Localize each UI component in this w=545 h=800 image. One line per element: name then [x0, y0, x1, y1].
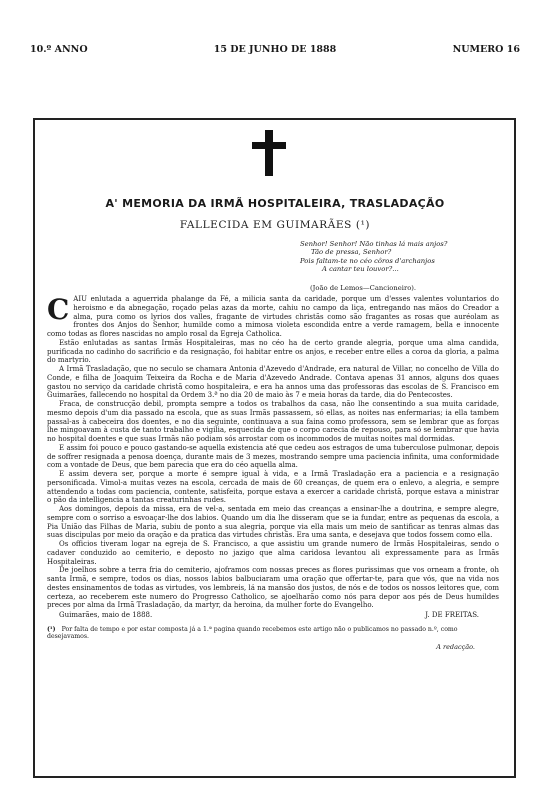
author-signature: J. DE FREITAS.	[425, 611, 479, 619]
paragraph: Aos domingos, depois da missa, era de vel-a, sentada em meio das creanças a ensinar-lhe a doutrina, e sempre alegre, sempre com o sorriso a esvoaçar-lhe dos labios. Quando um dia lhe disseram que se ia fundar, entre as pequenas da escola, a Pia União das Filhas de Maria, subiu de ponto a sua alegria, porque via ella mais um meio de santificar as tenras almas das suas discipulas por meio da oração e da pratica das virtudes christãs. Era uma santa, e desejava que todos fossem como ella.	[47, 505, 499, 540]
epigraph-line: A cantar teu louvor?...	[322, 264, 399, 273]
epigraph-line: Senhor! Senhor! Não tinhas lá mais anjos?	[300, 240, 448, 248]
drop-cap: C	[47, 293, 70, 326]
footnote	[47, 626, 499, 641]
epigraph-attribution: (João de Lemos—Cancioneiro).	[310, 284, 417, 292]
article-body	[47, 295, 499, 652]
paragraph: CAIU enlutada a aguerrida phalange da Fé, a milicia santa da caridade, porque um d'esses valentes voluntarios do heroismo e da abnegação, roçado pelas azas da morte, cahiu no campo da liça, entregando nas mãos do Creador a alma, pura como os lyrios dos valles, fragante de virtudes christãs como são fragantes as rosas que auréolam as frontes dos Anjos do Senhor, humilde como a mimosa violeta escondida entre a verde ramagem, bella e innocente como todas as flores nascidas no amplo rosal da Egreja Catholica.	[47, 293, 499, 338]
article-subtitle: FALLECIDA EM GUIMARÃES (¹)	[179, 219, 371, 231]
paragraph: De joelhos sobre a terra fria do cemiterio, ajoframos com nossas preces as flores purissimas que vos orneam a fronte, oh santa Irmã, e sempre, todos os dias, nossos labios balbuciaram uma oração que offertar-te, para que vós, que na vida nos destes ensinamentos de todas as virtudes, vos lembreis, lá na mansão dos justos, de nós e de todos os nossos leitores que, com certeza, ao receberem este numero do Progresso Catholico, se ajoelharão como nós para depor aos pés de Deus humildes preces por alma da Irmã Trasladação, da martyr, da heroina, da mulher forte do Evangelho.	[47, 566, 499, 610]
issue-number: NUMERO 16	[452, 44, 520, 55]
epigraph-line: Pois faltam-te no céo côros d'archanjos	[300, 256, 435, 265]
signature-line	[47, 611, 499, 620]
epigraph	[300, 240, 447, 273]
paragraph: Os officios tiveram logar na egreja de S. Francisco, a que assistiu um grande numero de Irmãs Hospitaleiras, sendo o cadaver conduzido ao cemiterio, e deposto no jazigo que alma caridosa levantou ali expressamente para as Irmãs Hospitaleiras.	[47, 540, 499, 566]
epigraph-line: Tão de pressa, Senhor?	[311, 248, 392, 257]
paragraph: E assim foi pouco e pouco gastando-se aquella existencia até que cedeu aos estragos de uma tuberculose pulmonar, depois de soffrer resignada a penosa doença, durante mais de 3 mezes, mostrando sempre uma paciencia infinita, uma conformidade com a vontade de Deus, que bem parecia que era do céo aquella alma.	[47, 443, 499, 470]
article-title: A' MEMORIA DA IRMÃ HOSPITALEIRA, TRASLADAÇÃO	[105, 197, 445, 210]
issue-date: 15 DE JUNHO DE 1888	[213, 44, 337, 55]
cross-icon	[252, 130, 286, 176]
place-date: Guimarães, maio de 1888.	[59, 611, 153, 619]
paragraph: Fraca, de construcção debil, prompta sempre a todos os trabalhos da casa, não lhe consentindo a sua muita caridade, mesmo depois d'um dia passado na escola, que as suas Irmãs passassem, só ellas, as noites nas enfermarias; ia ella tambem passal-as à cabeceira dos doentes, e no dia seguinte, continuava a sua faina como professora, sem se lembrar que as forças lhe mingoavam à custa de tanto trabalho e vigilia, esquecida de que o corpo carecia de repouso, para só se lembrar que havia no hospital doentes e que suas Irmãs não podiam sós arrostar com os incommodos de muitas noites mal dormidas.	[47, 400, 499, 443]
footnote-signature: A redacção.	[436, 642, 475, 651]
volume-label: 10.º ANNO	[30, 44, 88, 55]
paragraph: A Irmã Trasladação, que no seculo se chamara Antonia d'Azevedo d'Andrade, era natural de Villar, no concelho de Villa do Conde, e filha de Joaquim Teixeira da Rocha e de Maria d'Azevedo Andrade. Contava apenas 31 annos, alguns dos quaes gastou no serviço da caridade christã como hospitaleira, e era ha annos uma das professoras das escolas de S. Francisco em Guimarães, fallecendo no hospital da Ordem 3.ª no dia 20 de maio às 7 e meia horas da tarde, dia do Pentecostes.	[47, 365, 499, 400]
footnote-text: Por falta de tempo e por estar composta já a 1.ª pagina quando recebemos este artigo não o publicamos no passado n.º, como desejavamos.	[47, 625, 458, 641]
paragraph: E assim devera ser, porque a morte é sempre igual à vida, e a Irmã Trasladação era a paciencia e a resignação personificada. Vimol-a muitas vezes na escola, cercada de mais de 60 creanças, de quem era o enlevo, a alegria, e sempre attendendo a todas com paciencia, contente, satisfeita, porque estava a exercer a caridade christã, porque estava a ministrar o pão da intelligencia a tantas creaturinhas rudes.	[47, 470, 499, 505]
page-header	[30, 44, 520, 58]
footnote-ref: (¹)	[47, 625, 56, 633]
paragraph: Estão enlutadas as santas Irmãs Hospitaleiras, mas no céo ha de certo grande alegria, porque uma alma candida, purificada no cadinho do sacrificio e da resignação, foi habitar entre os anjos, e receber entre elles a coroa da gloria, a palma do martyrio.	[47, 338, 499, 365]
